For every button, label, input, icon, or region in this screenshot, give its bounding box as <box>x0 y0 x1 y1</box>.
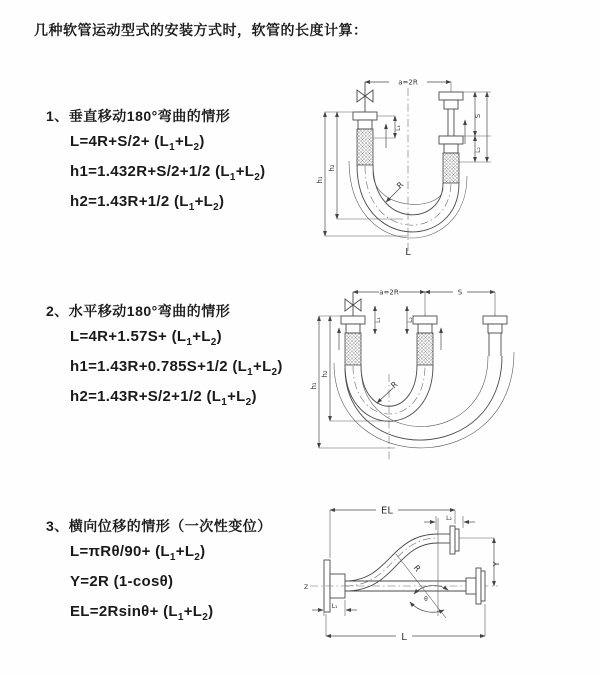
d1-right-connector <box>439 92 463 183</box>
d2-small-dimensions <box>375 306 414 334</box>
section-3-heading: 3、横向位移的情形（一次性变位） <box>46 518 272 534</box>
diagram-lateral-displacement <box>298 498 510 648</box>
d2-center-connector <box>413 316 437 365</box>
d1-label-h2: h₂ <box>328 164 336 172</box>
d1-label-l: L <box>405 247 411 258</box>
d2-label-a2r: a=2R <box>379 288 399 297</box>
d2-label-s: S <box>457 288 463 297</box>
section-3-formula-Y: Y=2R (1-cosθ) <box>70 573 174 590</box>
section-2-heading: 2、水平移动180°弯曲的情形 <box>46 303 231 319</box>
d1-label-s: S <box>474 113 482 119</box>
d3-hose-s-curve <box>345 534 438 591</box>
d2-label-l2: L₂ <box>407 317 414 323</box>
section-1-formula-L: $L=4R+S/2+ (L_1+L_2)$ <box>70 133 205 153</box>
d3-l2-dimension <box>424 515 475 530</box>
section-2-formula-h2: h2=1.43R+S/2+1/2 $(L_1+L_2)$ <box>70 388 257 408</box>
d1-label-h1: h₁ <box>316 176 324 184</box>
d3-angle-construction <box>396 518 448 618</box>
section-2-formula-h1: h1=1.43R+0.785S+1/2 $(L_1+L_2)$ <box>70 358 283 378</box>
d1-label-r: R <box>395 180 406 191</box>
d2-label-h1: h₁ <box>310 382 318 390</box>
d2-hose-arcs <box>334 352 514 460</box>
d3-label-z: Z <box>303 584 309 591</box>
d2-label-r: R <box>389 379 400 391</box>
d2-right-connector <box>483 316 507 356</box>
d1-label-l2: L₂ <box>475 147 482 153</box>
d2-dimension-a2r-s <box>353 289 495 317</box>
d2-label-h2: h₂ <box>321 370 329 378</box>
diagram-vertical-180-bend <box>303 66 547 258</box>
section-1-heading: 1、垂直移动180°弯曲的情形 <box>46 108 231 124</box>
d3-right-flange <box>466 568 485 604</box>
section-3-formula-L: $L=\pi R\theta/90+ (L_1+L_2)$ <box>70 543 206 563</box>
d3-upper-flange <box>438 526 459 554</box>
d3-label-l1: L₁ <box>331 603 338 610</box>
section-1-formula-h2: h2=1.43R+1/2 $(L_1+L_2)$ <box>70 193 225 213</box>
d3-label-y: Y <box>492 561 501 567</box>
page-title: 几种软管运动型式的安装方式时，软管的长度计算： <box>34 22 368 38</box>
d2-radius-leader <box>377 380 400 403</box>
d1-label-l1: L₁ <box>395 125 402 131</box>
d2-left-connector <box>341 316 365 365</box>
d3-l1-dimension <box>312 600 357 616</box>
d2-label-l1: L₁ <box>375 317 382 323</box>
d1-right-dimensions <box>459 92 491 162</box>
d1-left-connector <box>353 112 377 165</box>
d3-label-l: L <box>401 632 407 643</box>
d3-label-r: R <box>411 563 423 574</box>
d3-label-theta: θ <box>424 596 428 603</box>
section-1-formula-h1: h1=1.432R+S/2+1/2 $(L_1+L_2)$ <box>70 163 266 183</box>
d1-valve-icon <box>357 82 373 112</box>
section-2-formula-L: $L=4R+1.57S+ (L_1+L_2)$ <box>70 328 222 348</box>
d2-valve-icon <box>345 292 361 316</box>
d3-label-l2: L₂ <box>446 515 452 522</box>
section-3-formula-EL: $EL=2Rsin\theta+ (L_1+L_2)$ <box>70 603 214 623</box>
d1-label-a2r: a=2R <box>398 78 418 87</box>
diagram-horizontal-180-bend <box>303 278 555 468</box>
d3-label-el: EL <box>381 505 393 517</box>
d3-el-dimension <box>330 506 455 559</box>
d1-radius-leader <box>386 180 406 202</box>
